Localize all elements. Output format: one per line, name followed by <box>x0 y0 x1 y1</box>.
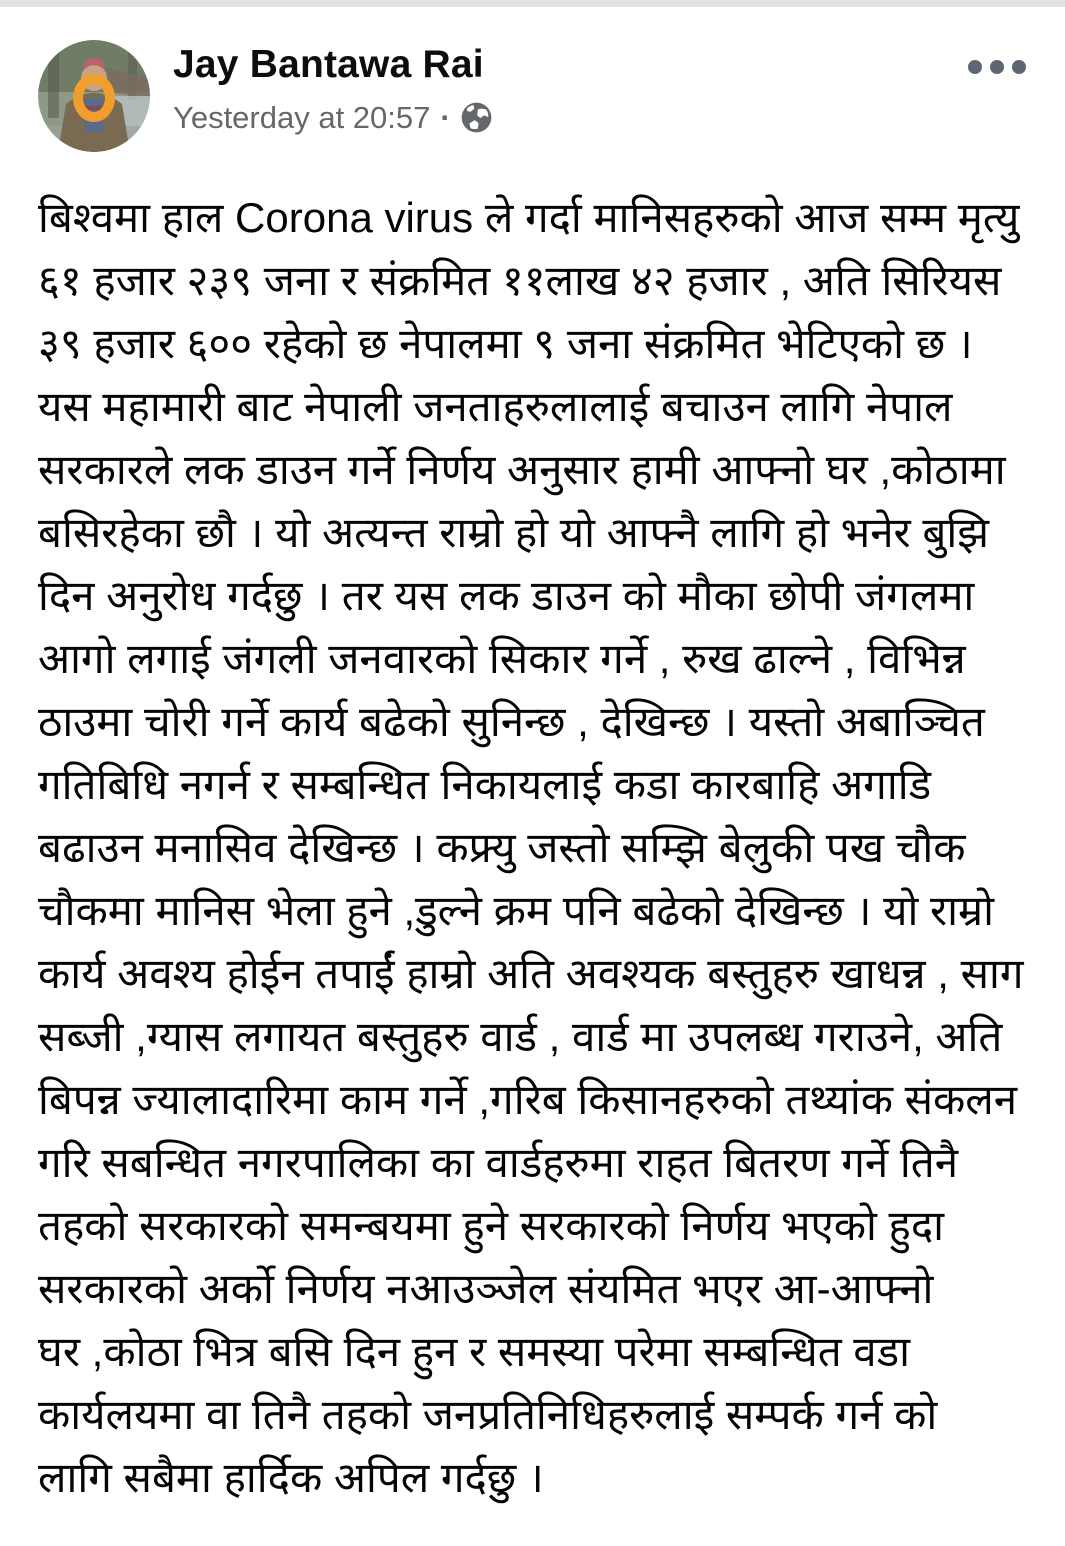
post-text-line: बढाउन मनासिव देखिन्छ । कफ्र्यु जस्तो सम्झि बेलुकी पख चौक <box>38 824 966 871</box>
post-text-line: बिपन्न ज्यालादारिमा काम गर्ने ,गरिब किसानहरुको तथ्यांक संकलन <box>38 1076 1018 1123</box>
post-text-line: सब्जी ,ग्यास लगायत बस्तुहरु वार्ड , वार्ड मा उपलब्ध गराउने, अति <box>38 1013 1003 1060</box>
globe-icon <box>460 101 493 134</box>
post-text-line: बसिरहेका छौ । यो अत्यन्त राम्रो हो यो आफ्नै लागि हो भनेर बुझि <box>38 509 989 556</box>
post-text <box>0 186 1065 1509</box>
post-text-line: यस महामारी बाट नेपाली जनताहरुलालाई बचाउन लागि नेपाल <box>38 383 953 430</box>
post-text-line: सरकारले लक डाउन गर्ने निर्णय अनुसार हामी आफ्नो घर ,कोठामा <box>38 446 1006 493</box>
post-text-line: ३९ हजार ६०० रहेको छ नेपालमा ९ जना संक्रमित भेटिएको छ । <box>38 320 973 367</box>
ellipsis-icon <box>968 60 982 74</box>
meta-separator: · <box>440 99 451 135</box>
post-text-line: कार्य अवश्य होईन तपाईं हाम्रो अति अवश्यक बस्तुहरु खाधन्न , साग <box>38 950 1024 997</box>
post-text-line: ६१ हजार २३९ जना र संक्रमित ११लाख ४२ हजार , अति सिरियस <box>38 257 1002 304</box>
post-options-button[interactable] <box>962 54 1032 80</box>
post-text-line: बिश्वमा हाल Corona virus ले गर्दा मानिसहरुको आज सम्म मृत्यु <box>38 194 1020 241</box>
ellipsis-icon <box>990 60 1004 74</box>
post-text-line: गतिबिधि नगर्न र सम्बन्धित निकायलाई कडा कारबाहि अगाडि <box>38 761 932 808</box>
post-text-line: कार्यलयमा वा तिनै तहको जनप्रतिनिधिहरुलाई सम्पर्क गर्न को <box>38 1391 938 1438</box>
post-text-line: लागि सबैमा हार्दिक अपिल गर्दछु । <box>38 1454 544 1501</box>
post-divider <box>0 0 1065 7</box>
ellipsis-icon <box>1012 60 1026 74</box>
post-text-line: चौकमा मानिस भेला हुने ,डुल्ने क्रम पनि बढेको देखिन्छ । यो राम्रो <box>38 887 995 934</box>
post-text-line: सरकारको अर्को निर्णय नआउञ्जेल संयमित भएर आ-आफ्नो <box>38 1265 934 1312</box>
post-text-line: तहको सरकारको समन्बयमा हुने सरकारको निर्णय भएको हुदा <box>38 1202 945 1249</box>
post-text-line: आगो लगाई जंगली जनवारको सिकार गर्ने , रुख ढाल्ने , विभिन्न <box>38 635 966 682</box>
post-text-line: गरि सबन्धित नगरपालिका का वार्डहरुमा राहत बितरण गर्ने तिनै <box>38 1139 959 1186</box>
post-text-line: दिन अनुरोध गर्दछु । तर यस लक डाउन को मौका छोपी जंगलमा <box>38 572 975 619</box>
timestamp[interactable]: Yesterday at 20:57 <box>173 99 431 135</box>
avatar[interactable] <box>38 40 150 152</box>
post-meta <box>173 99 493 136</box>
avatar-image <box>38 40 150 152</box>
post-text-line: घर ,कोठा भित्र बसि दिन हुन र समस्या परेमा सम्बन्धित वडा <box>38 1328 911 1375</box>
post-header <box>0 7 1065 152</box>
author-name[interactable]: Jay Bantawa Rai <box>173 43 484 86</box>
post-text-line: ठाउमा चोरी गर्ने कार्य बढेको सुनिन्छ , देखिन्छ । यस्तो अबाञ्चित <box>38 698 985 745</box>
header-info <box>173 40 493 136</box>
